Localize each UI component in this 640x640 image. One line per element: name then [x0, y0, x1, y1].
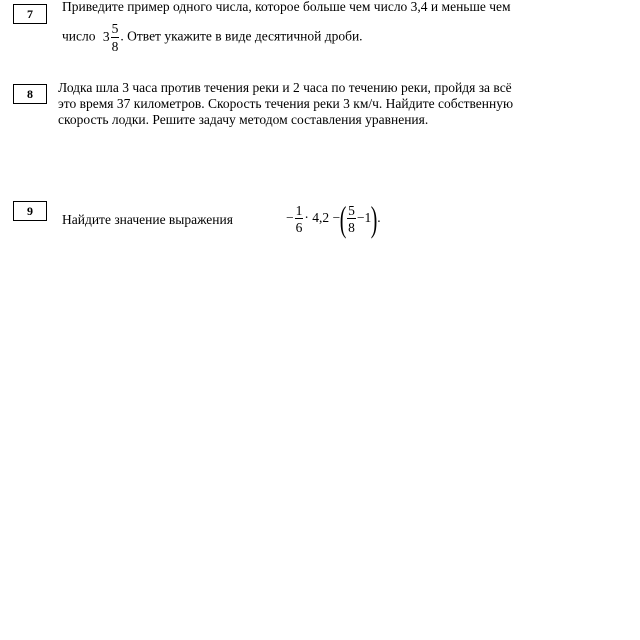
- problem-9-end: .: [377, 210, 381, 226]
- problem-7-text: [62, 0, 622, 53]
- problem-7-fraction-denominator: 8: [111, 38, 119, 54]
- problem-7-mixed-whole: 3: [102, 28, 110, 44]
- problem-9-middle: · 4,2 −: [304, 210, 341, 226]
- problem-9-open-paren: (: [339, 199, 347, 239]
- problem-9-number-box: [13, 201, 47, 221]
- problem-7-fraction-numerator: 5: [111, 21, 119, 36]
- problem-9-fraction-2: [347, 204, 356, 235]
- problem-7-fraction: [111, 22, 120, 53]
- problem-7-number: 7: [27, 7, 33, 21]
- problem-9-number: 9: [27, 204, 33, 218]
- problem-7-line-1: Приведите пример одного числа, которое больше чем число 3,4 и меньше чем: [62, 0, 511, 14]
- problem-9-fraction-2-numerator: 5: [348, 202, 355, 218]
- problem-7-suffix: . Ответ укажите в виде десятичной дроби.: [120, 28, 363, 44]
- problem-8-line-1: Лодка шла 3 часа против течения реки и 2 часа по течению реки, пройдя за всё: [58, 80, 512, 95]
- problem-9-leading-minus: −: [286, 210, 294, 226]
- problem-8-number-box: [13, 84, 47, 104]
- problem-8-number: 8: [27, 87, 33, 101]
- problem-9-fraction-1: [295, 204, 304, 235]
- problem-7-line-2: [62, 22, 622, 53]
- problem-9-close-paren: ): [370, 199, 378, 239]
- problem-7-number-box: [13, 4, 47, 24]
- problem-9-fraction-2-denominator: 8: [348, 220, 355, 235]
- problem-9-inner-tail: −1: [356, 210, 372, 226]
- problem-8-text: [58, 80, 608, 128]
- problem-7-prefix: число: [62, 28, 96, 44]
- problem-8-line-3: скорость лодки. Решите задачу методом составления уравнения.: [58, 112, 429, 127]
- problem-9-fraction-1-numerator: 1: [295, 202, 303, 218]
- problem-9-expression: [286, 201, 381, 237]
- problem-8-line-2: это время 37 километров. Скорость течения реки 3 км/ч. Найдите собственную: [58, 96, 514, 111]
- problem-9-prompt: Найдите значение выражения: [62, 212, 233, 227]
- problem-9-fraction-1-denominator: 6: [295, 220, 303, 235]
